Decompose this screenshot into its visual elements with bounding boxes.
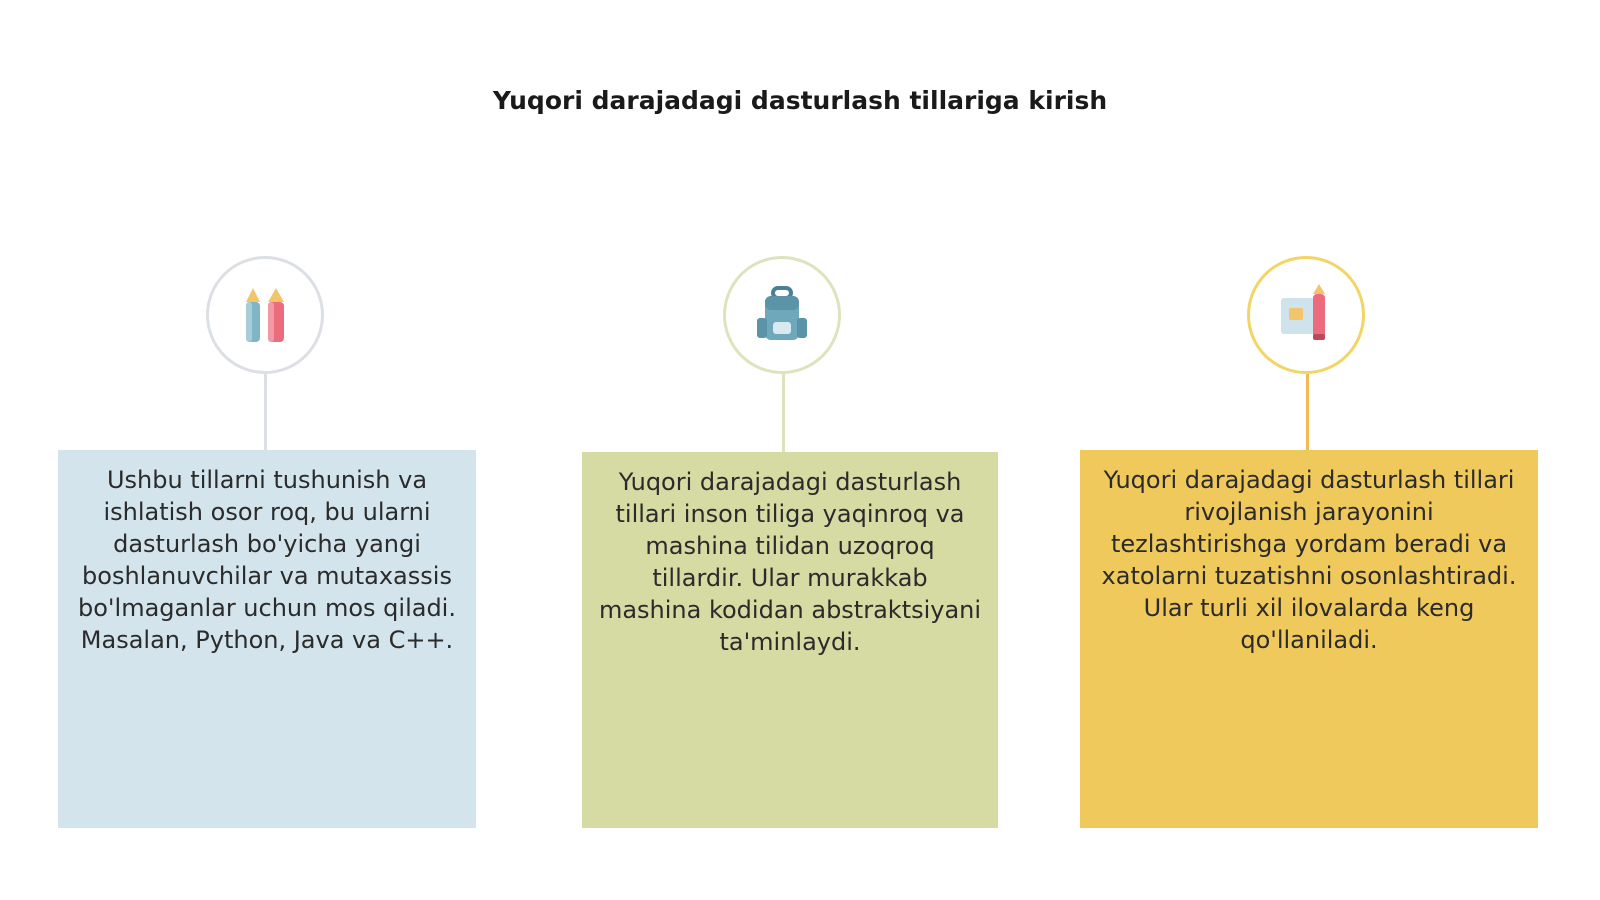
drawing-pencil-icon bbox=[1275, 284, 1337, 346]
backpack-icon bbox=[751, 284, 813, 346]
icon-circle-1 bbox=[206, 256, 324, 374]
page-title: Yuqori darajadagi dasturlash tillariga kirish bbox=[492, 86, 1108, 115]
info-card-3 bbox=[1080, 450, 1538, 828]
pencils-icon bbox=[238, 284, 292, 346]
info-card-text-2: Yuqori darajadagi dasturlash tillari inson tiliga yaqinroq va mashina tilidan uzoqroq tillardir. Ular murakkab mashina kodidan abstraktsiyani ta'minlaydi. bbox=[598, 468, 982, 656]
info-card-1 bbox=[58, 450, 476, 828]
connector-line-3 bbox=[1306, 374, 1309, 450]
icon-circle-3 bbox=[1247, 256, 1365, 374]
info-card-text-3: Yuqori darajadagi dasturlash tillari rivojlanish jarayonini tezlashtirishga yordam beradi va xatolarni tuzatishni osonlashtiradi. Ular turli xil ilovalarda keng qo'llaniladi. bbox=[1101, 466, 1517, 654]
icon-circle-2 bbox=[723, 256, 841, 374]
connector-line-1 bbox=[264, 374, 267, 452]
info-card-2 bbox=[582, 452, 998, 828]
info-card-text-1: Ushbu tillarni tushunish va ishlatish osor roq, bu ularni dasturlash bo'yicha yangi boshlanuvchilar va mutaxassis bo'lmaganlar uchun mos qiladi. Masalan, Python, Java va C++. bbox=[78, 466, 456, 654]
connector-line-2 bbox=[782, 374, 785, 452]
